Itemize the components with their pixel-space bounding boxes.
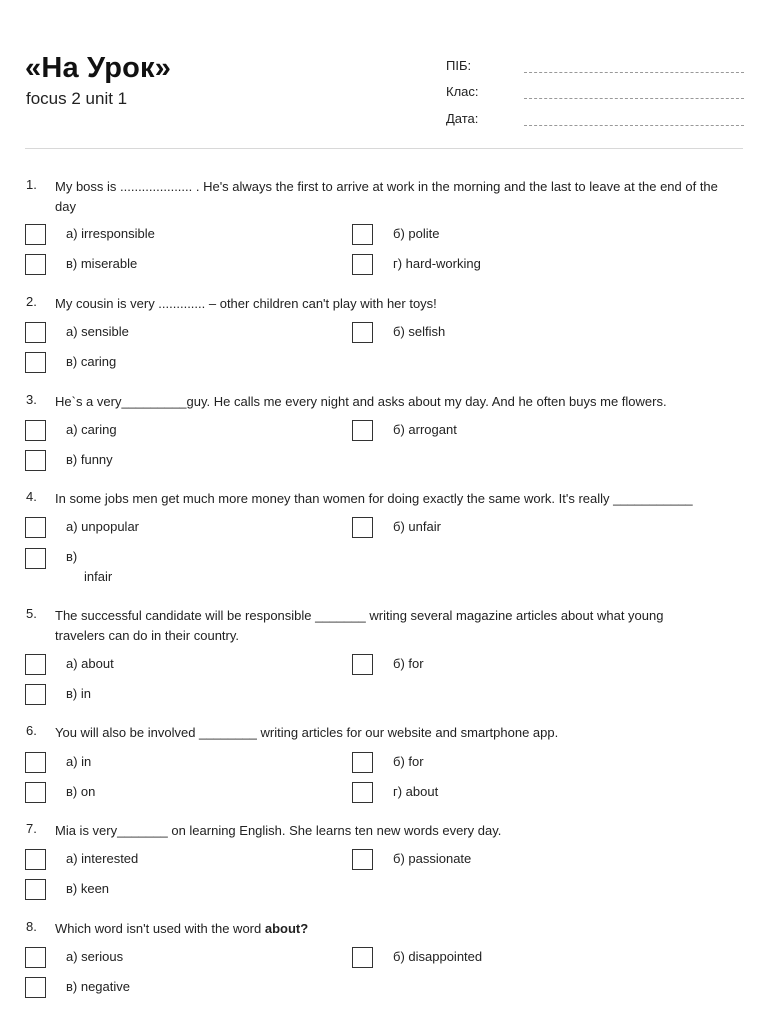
option-label: в) caring xyxy=(66,354,117,369)
question-number: 6. xyxy=(26,723,37,738)
option-label: г) about xyxy=(393,784,439,799)
option-label: б) disappointed xyxy=(393,949,483,964)
checkbox[interactable] xyxy=(25,879,46,900)
checkbox[interactable] xyxy=(25,517,46,538)
question-number: 1. xyxy=(26,177,37,192)
header-divider xyxy=(25,148,743,149)
checkbox[interactable] xyxy=(25,322,46,343)
date-line[interactable] xyxy=(524,125,744,126)
question-number: 2. xyxy=(26,294,37,309)
checkbox[interactable] xyxy=(352,654,373,675)
option-label xyxy=(66,547,146,586)
checkbox[interactable] xyxy=(352,254,373,275)
option-label: г) hard-working xyxy=(393,256,481,271)
checkbox[interactable] xyxy=(25,254,46,275)
option-label: а) in xyxy=(66,754,92,769)
class-label: Клас: xyxy=(446,84,479,99)
class-line[interactable] xyxy=(524,98,744,99)
checkbox[interactable] xyxy=(352,420,373,441)
checkbox[interactable] xyxy=(352,322,373,343)
option-label: а) interested xyxy=(66,851,139,866)
class-field[interactable] xyxy=(446,84,746,104)
question-number: 3. xyxy=(26,392,37,407)
worksheet-subtitle: focus 2 unit 1 xyxy=(26,89,128,108)
checkbox[interactable] xyxy=(352,947,373,968)
option-label: б) passionate xyxy=(393,851,472,866)
option-label: в) miserable xyxy=(66,256,138,271)
checkbox[interactable] xyxy=(352,849,373,870)
worksheet-header xyxy=(0,0,768,150)
question-number: 8. xyxy=(26,919,37,934)
checkbox[interactable] xyxy=(352,224,373,245)
name-field[interactable] xyxy=(446,58,746,78)
checkbox[interactable] xyxy=(25,782,46,803)
checkbox[interactable] xyxy=(25,224,46,245)
brand-title: «На Урок» xyxy=(25,52,172,84)
option-label: б) for xyxy=(393,656,424,671)
option-label: б) selfish xyxy=(393,324,446,339)
name-line[interactable] xyxy=(524,72,744,73)
checkbox[interactable] xyxy=(352,517,373,538)
option-text: infair xyxy=(84,568,113,584)
checkbox[interactable] xyxy=(25,684,46,705)
option-label: в) in xyxy=(66,686,91,701)
question-number: 7. xyxy=(26,821,37,836)
option-label: в) on xyxy=(66,784,96,799)
name-label: ПІБ: xyxy=(446,58,472,73)
option-label: б) arrogant xyxy=(393,422,457,437)
checkbox[interactable] xyxy=(25,654,46,675)
date-label: Дата: xyxy=(446,111,479,126)
question-number: 4. xyxy=(26,489,37,504)
checkbox[interactable] xyxy=(25,548,46,569)
checkbox[interactable] xyxy=(25,849,46,870)
question-text-bold: about? xyxy=(264,921,309,936)
option-label: б) unfair xyxy=(393,519,441,534)
checkbox[interactable] xyxy=(25,752,46,773)
question-text: You will also be involved ________ writing articles for our website and smartphone app. xyxy=(55,725,559,740)
question-text: In some jobs men get much more money than women for doing exactly the same work. It's really ___________ xyxy=(55,491,693,506)
question-number: 5. xyxy=(26,606,37,621)
checkbox[interactable] xyxy=(25,450,46,471)
option-label: б) for xyxy=(393,754,424,769)
question-text: Mia is very_______ on learning English. She learns ten new words every day. xyxy=(55,823,502,838)
checkbox[interactable] xyxy=(352,752,373,773)
question-text: My cousin is very ............. – other children can't play with her toys! xyxy=(55,296,437,311)
question-text: He`s a very_________guy. He calls me every night and asks about my day. And he often buys me flowers. xyxy=(55,394,667,409)
checkbox[interactable] xyxy=(25,420,46,441)
checkbox[interactable] xyxy=(25,352,46,373)
option-label: в) negative xyxy=(66,979,130,994)
option-label: а) serious xyxy=(66,949,124,964)
option-label: в) keen xyxy=(66,881,110,896)
option-label: а) sensible xyxy=(66,324,129,339)
option-label: а) caring xyxy=(66,422,117,437)
option-letter: в) xyxy=(66,549,78,564)
question-text: My boss is .................... . He's always the first to arrive at work in the morning and the last to leave at the end of the day xyxy=(55,179,718,214)
checkbox[interactable] xyxy=(352,782,373,803)
option-label: а) unpopular xyxy=(66,519,139,534)
question-text: The successful candidate will be responsible _______ writing several magazine articles about what young travelers can do in their country. xyxy=(55,608,664,643)
option-label: а) irresponsible xyxy=(66,226,155,241)
question-text-main: Which word isn't used with the word xyxy=(55,921,265,936)
checkbox[interactable] xyxy=(25,977,46,998)
date-field[interactable] xyxy=(446,111,746,131)
option-label: а) about xyxy=(66,656,114,671)
checkbox[interactable] xyxy=(25,947,46,968)
option-label: в) funny xyxy=(66,452,113,467)
option-label: б) polite xyxy=(393,226,440,241)
question-text xyxy=(55,919,725,939)
